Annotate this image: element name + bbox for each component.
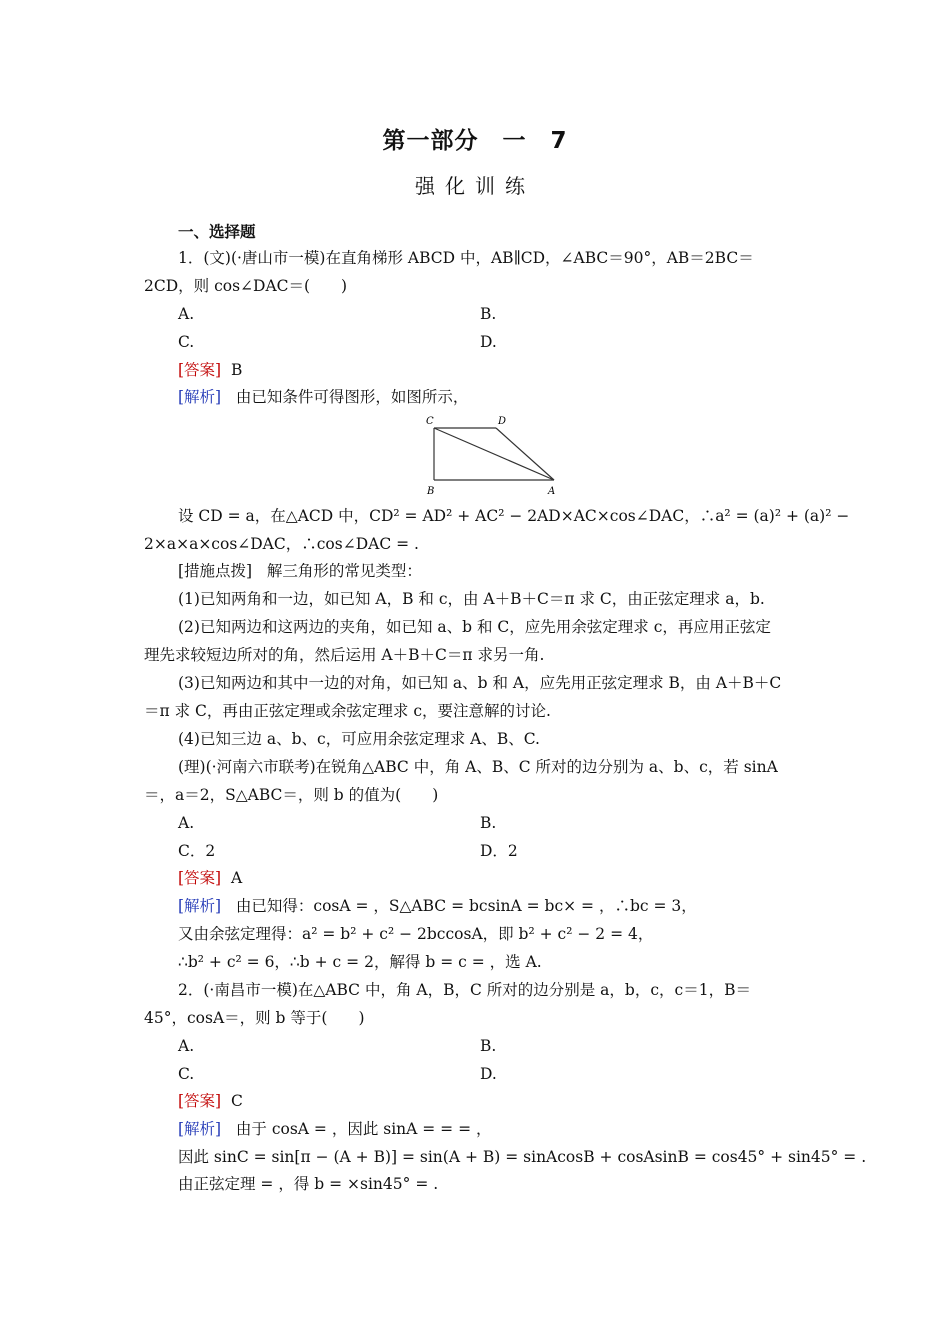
diagonal-ca	[434, 428, 554, 480]
q1-stem-line2: 2CD，则 cos∠DAC＝( )	[144, 277, 348, 295]
edge-da	[496, 428, 554, 480]
answer-value: B	[230, 361, 243, 379]
page-title: 第一部分 一 7	[382, 128, 568, 154]
q1li-option-c: C．2	[178, 842, 216, 860]
q1-tip2-line1: (2)已知两边和这两边的夹角，如已知 a、b 和 C，应先用余弦定理求 c，再应用正弦定	[178, 618, 771, 636]
answer-value: C	[230, 1092, 243, 1110]
q1-tip3-line2: ＝π 求 C，再由正弦定理或余弦定理求 c，要注意解的讨论.	[144, 702, 551, 720]
tips-title: 解三角形的常见类型：	[266, 562, 422, 580]
q1-option-d: D.	[480, 333, 497, 351]
q1-option-a: A.	[178, 305, 195, 323]
answer-tag: [答案]	[178, 1092, 222, 1110]
q1-tip1: (1)已知两角和一边，如已知 A，B 和 c，由 A＋B＋C＝π 求 C，由正弦定理求 a，b.	[178, 590, 765, 608]
q2-option-d: D.	[480, 1065, 497, 1083]
q2-analysis-line3: 由正弦定理 = ，得 b = ×sin45° = .	[178, 1175, 439, 1193]
q2-option-b: B.	[480, 1037, 497, 1055]
label-c: C	[426, 416, 434, 427]
q1-stem-line1: 1．(文)(·唐山市一模)在直角梯形 ABCD 中，AB∥CD，∠ABC＝90°，AB＝2BC＝	[178, 249, 754, 267]
analysis-tag: [解析]	[178, 1120, 222, 1138]
q2-analysis	[178, 1119, 492, 1139]
q1-tip4: (4)已知三边 a、b、c，可应用余弦定理求 A、B、C.	[178, 730, 540, 748]
analysis-tag: [解析]	[178, 388, 222, 406]
q1-option-c: C.	[178, 333, 195, 351]
q2-option-a: A.	[178, 1037, 195, 1055]
label-a: A	[548, 486, 556, 497]
q1-answer	[178, 360, 242, 380]
q1-calc-line2: 2×a×a×cos∠DAC，∴cos∠DAC = .	[144, 535, 419, 553]
answer-tag: [答案]	[178, 869, 222, 887]
section-heading: 一、选择题	[178, 222, 256, 241]
q1li-stem-line2: ＝，a＝2，S△ABC＝，则 b 的值为( )	[144, 786, 439, 804]
q1-tip2-line2: 理先求较短边所对的角，然后运用 A＋B＋C＝π 求另一角.	[144, 646, 545, 664]
analysis-text: 由于 cosA = ，因此 sinA = = = ，	[235, 1120, 492, 1138]
q1li-option-d: D．2	[480, 842, 518, 860]
trapezoid-figure	[420, 412, 570, 500]
label-b: B	[427, 486, 435, 497]
q1-tips	[178, 561, 422, 581]
q1li-analysis	[178, 896, 697, 916]
answer-value: A	[230, 869, 243, 887]
q2-stem-line2: 45°，cosA＝，则 b 等于( )	[144, 1009, 365, 1027]
q2-option-c: C.	[178, 1065, 195, 1083]
analysis-tag: [解析]	[178, 897, 222, 915]
q2-analysis-line2: 因此 sinC = sin[π − (A + B)] = sin(A + B) = sinAcosB + cosAsinB = cos45° + sin45° = .	[178, 1148, 867, 1166]
q1-tip3-line1: (3)已知两边和其中一边的对角，如已知 a、b 和 A，应先用正弦定理求 B，由 A＋B＋C	[178, 674, 782, 692]
q1li-option-a: A.	[178, 814, 195, 832]
q1li-analysis-line3: ∴b² + c² = 6，∴b + c = 2，解得 b = c = ，选 A.	[178, 953, 542, 971]
analysis-text: 由已知得：cosA = ，S△ABC = bcsinA = bc× = ，∴bc = 3，	[235, 897, 697, 915]
q2-answer	[178, 1091, 243, 1111]
analysis-text: 由已知条件可得图形，如图所示，	[235, 388, 469, 406]
q1-calc-line1: 设 CD = a，在△ACD 中，CD² = AD² + AC² − 2AD×AC×cos∠DAC，∴a² = (a)² + (a)² −	[178, 507, 850, 525]
q1li-answer	[178, 868, 242, 888]
tips-tag: [措施点拨]	[178, 562, 253, 580]
q2-stem-line1: 2．(·南昌市一模)在△ABC 中，角 A，B，C 所对的边分别是 a，b，c，c＝1，B＝	[178, 981, 751, 999]
q1-analysis	[178, 387, 468, 407]
label-d: D	[498, 416, 507, 427]
answer-tag: [答案]	[178, 361, 222, 379]
q1li-option-b: B.	[480, 814, 497, 832]
q1li-analysis-line2: 又由余弦定理得：a² = b² + c² − 2bccosA，即 b² + c² − 2 = 4，	[178, 925, 654, 943]
q1-option-b: B.	[480, 305, 497, 323]
page-subtitle: 强化训练	[415, 174, 535, 198]
q1li-stem-line1: (理)(·河南六市联考)在锐角△ABC 中，角 A、B、C 所对的边分别为 a、b、c，若 sinA	[178, 758, 778, 776]
